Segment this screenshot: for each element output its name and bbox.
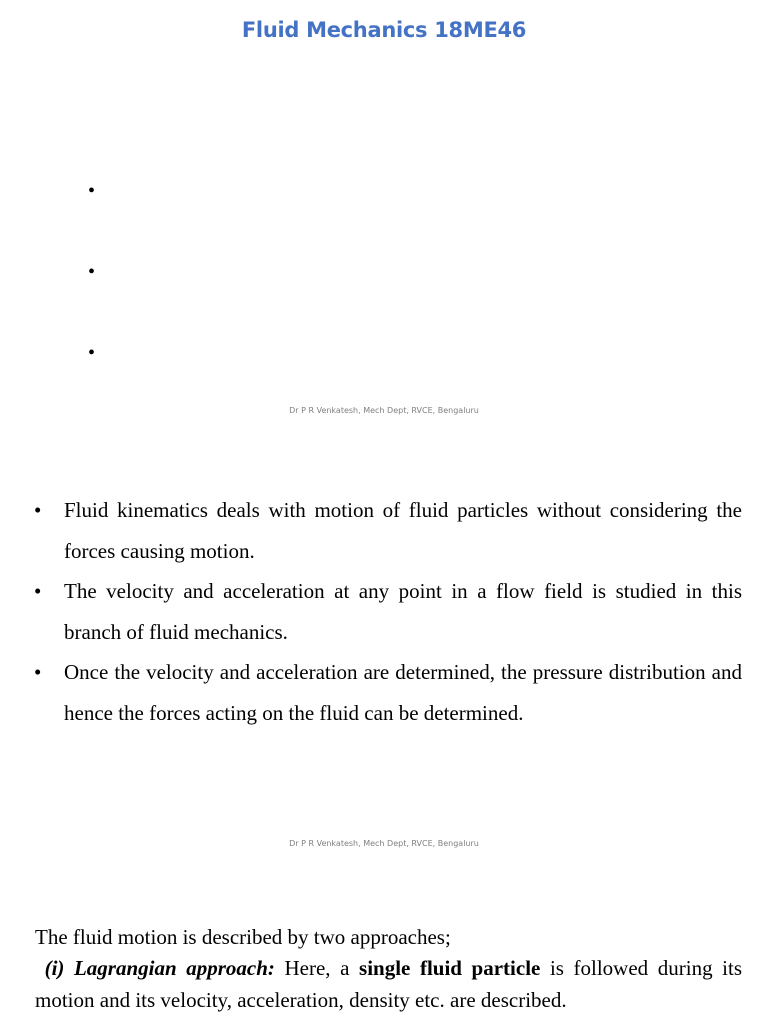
bullet-text: The velocity and acceleration at any point in a flow field is studied in this branch of fluid mechanics. [64, 579, 742, 644]
lagrangian-label: (i) Lagrangian approach: [44, 956, 275, 980]
bullet-text: Fluid kinematics deals with motion of fluid particles without considering the forces causing motion. [64, 498, 742, 563]
lagrangian-text-1: Here, a [274, 956, 360, 980]
slide-footer-1: Dr P R Venkatesh, Mech Dept, RVCE, Bengaluru [289, 406, 479, 415]
empty-bullet-1: • [88, 180, 96, 202]
lagrangian-bold-term: single fluid particle [359, 956, 541, 980]
bullet-dot: • [34, 579, 42, 603]
empty-bullet-2: • [88, 261, 96, 283]
bullet-dot: • [34, 498, 42, 522]
bullet-text: Once the velocity and acceleration are determined, the pressure distribution and hence the forces acting on the fluid can be determined. [64, 660, 742, 725]
intro-paragraph: The fluid motion is described by two approaches; [35, 925, 451, 949]
bullet-dot: • [34, 660, 42, 684]
kinematics-bullet-list [30, 490, 742, 733]
list-item [30, 571, 742, 652]
empty-bullet-3: • [88, 342, 96, 364]
lagrangian-paragraph [35, 953, 742, 1016]
page-title: Fluid Mechanics 18ME46 [241, 18, 527, 42]
lagrangian-text-2: is followed during its motion and its velocity, acceleration, density etc. are described. [35, 956, 742, 1012]
slide-footer-2: Dr P R Venkatesh, Mech Dept, RVCE, Bengaluru [289, 839, 479, 848]
list-item [30, 652, 742, 733]
list-item [30, 490, 742, 571]
